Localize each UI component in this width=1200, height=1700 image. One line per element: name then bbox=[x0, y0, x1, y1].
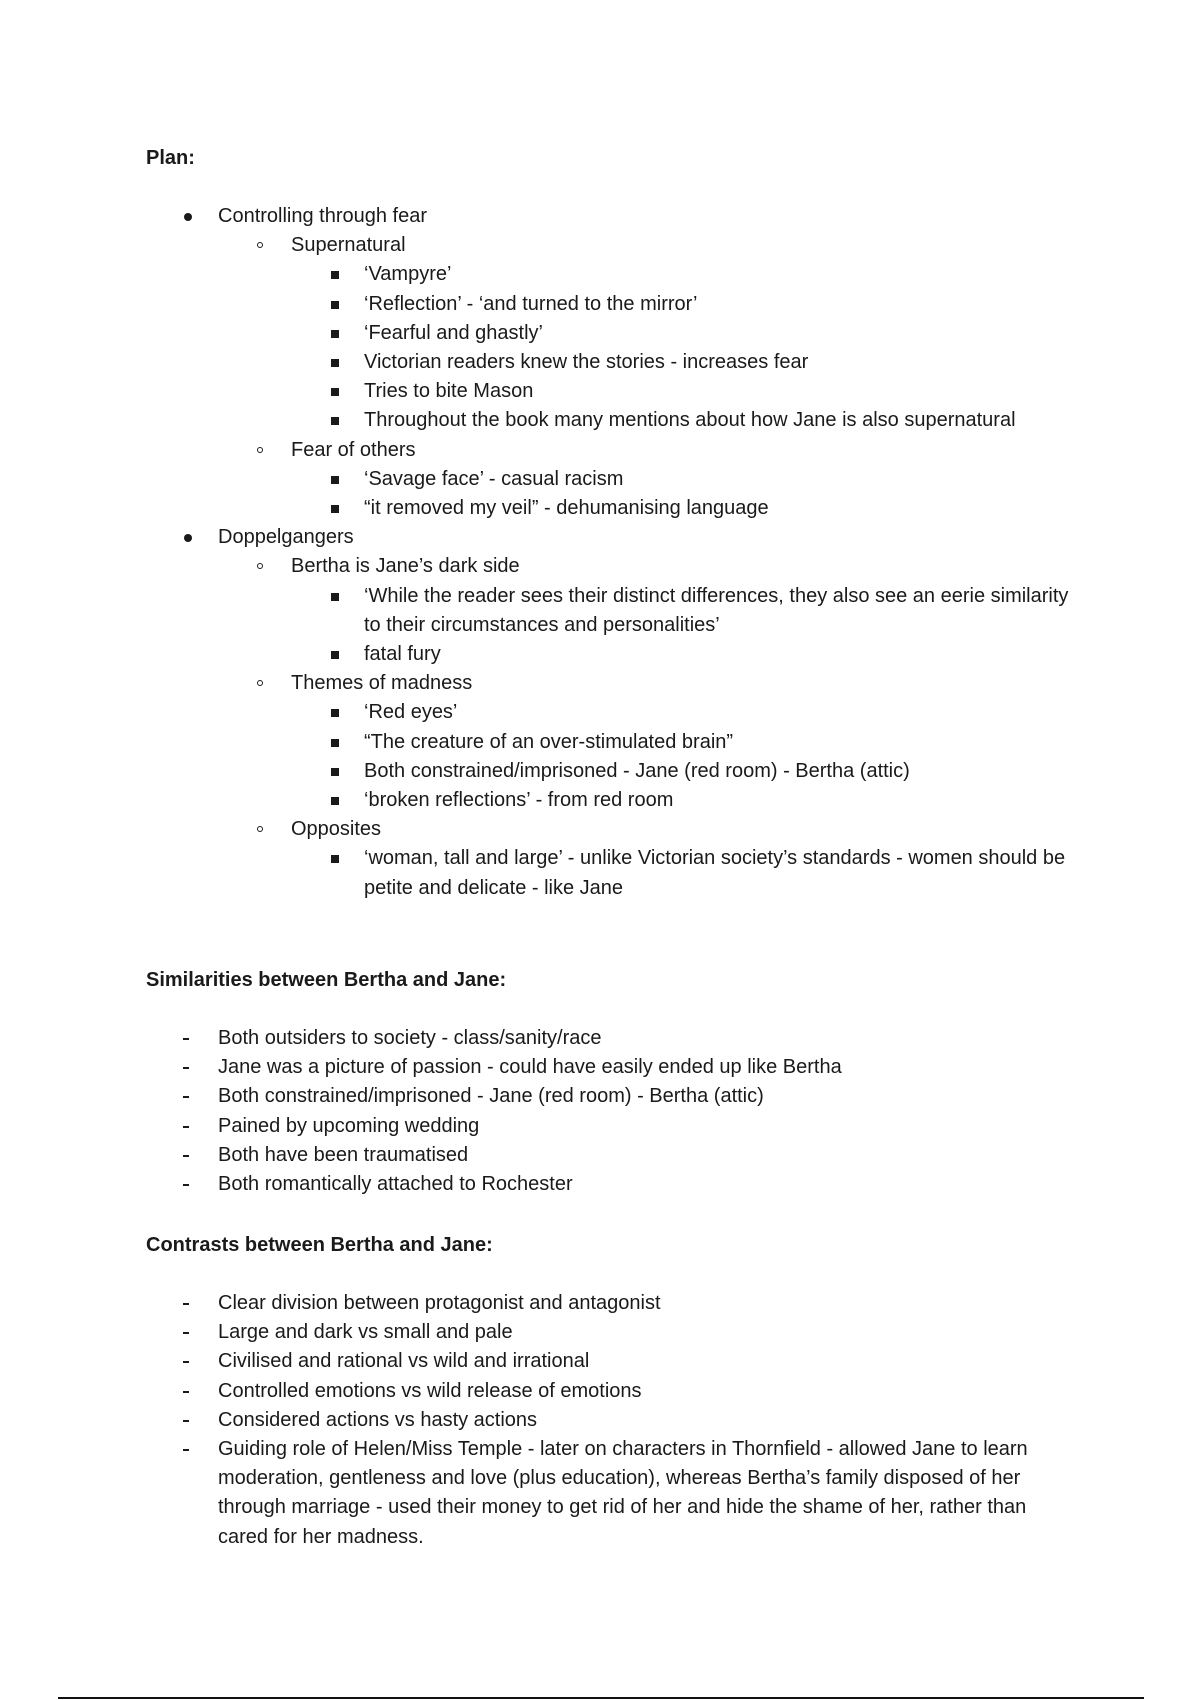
contrast-item: Clear division between protagonist and antagonist bbox=[0, 1289, 1200, 1318]
plan-point: “The creature of an over-stimulated brain” bbox=[0, 728, 1200, 757]
plan-point: Tries to bite Mason bbox=[0, 377, 1200, 406]
footer-rule bbox=[58, 1697, 1144, 1699]
bullet-square-icon bbox=[331, 855, 339, 863]
contrast-item: Considered actions vs hasty actions bbox=[0, 1406, 1200, 1435]
bullet-circle-icon bbox=[257, 563, 263, 569]
dash-bullet-icon bbox=[183, 1361, 189, 1363]
plan-item: Doppelgangers bbox=[0, 523, 1200, 552]
similarity-item: Pained by upcoming wedding bbox=[0, 1112, 1200, 1141]
plan-point: ‘Fearful and ghastly’ bbox=[0, 319, 1200, 348]
plan-subitem: Fear of others bbox=[0, 436, 1200, 465]
bullet-circle-icon bbox=[257, 447, 263, 453]
dash-bullet-icon bbox=[183, 1303, 189, 1305]
contrast-item: Guiding role of Helen/Miss Temple - later on characters in Thornfield - allowed Jane to learn moderation, gentleness and love (plus education), whereas Bertha’s family disposed of her through marriage - used their money to get rid of her and hide the shame of her, rather than cared for her madness. bbox=[0, 1435, 1200, 1552]
plan-subitem: Bertha is Jane’s dark side bbox=[0, 552, 1200, 581]
bullet-square-icon bbox=[331, 271, 339, 279]
bullet-circle-icon bbox=[257, 242, 263, 248]
dash-bullet-icon bbox=[183, 1449, 189, 1451]
plan-point: Victorian readers knew the stories - increases fear bbox=[0, 348, 1200, 377]
bullet-disc-icon bbox=[184, 213, 192, 221]
plan-point: ‘broken reflections’ - from red room bbox=[0, 786, 1200, 815]
bullet-circle-icon bbox=[257, 826, 263, 832]
plan-point: “it removed my veil” - dehumanising language bbox=[0, 494, 1200, 523]
bullet-square-icon bbox=[331, 301, 339, 309]
contrasts-list bbox=[0, 1289, 1200, 1552]
plan-subitem: Supernatural bbox=[0, 231, 1200, 260]
contrast-item: Large and dark vs small and pale bbox=[0, 1318, 1200, 1347]
bullet-square-icon bbox=[331, 768, 339, 776]
plan-subitem: Opposites bbox=[0, 815, 1200, 844]
dash-bullet-icon bbox=[183, 1420, 189, 1422]
dash-bullet-icon bbox=[183, 1096, 189, 1098]
bullet-square-icon bbox=[331, 709, 339, 717]
plan-list bbox=[0, 202, 1200, 903]
contrast-item: Controlled emotions vs wild release of emotions bbox=[0, 1377, 1200, 1406]
contrast-item: Civilised and rational vs wild and irrational bbox=[0, 1347, 1200, 1376]
bullet-square-icon bbox=[331, 330, 339, 338]
similarity-item: Both romantically attached to Rochester bbox=[0, 1170, 1200, 1199]
plan-heading: Plan: bbox=[146, 147, 195, 169]
plan-point: ‘Reflection’ - ‘and turned to the mirror’ bbox=[0, 290, 1200, 319]
dash-bullet-icon bbox=[183, 1155, 189, 1157]
plan-point: ‘While the reader sees their distinct differences, they also see an eerie similarity to their circumstances and personalities’ bbox=[0, 582, 1200, 640]
plan-item: Controlling through fear bbox=[0, 202, 1200, 231]
similarity-item: Both have been traumatised bbox=[0, 1141, 1200, 1170]
plan-point: ‘woman, tall and large’ - unlike Victorian society’s standards - women should be petite and delicate - like Jane bbox=[0, 844, 1200, 902]
similarities-list bbox=[0, 1024, 1200, 1199]
similarity-item: Both outsiders to society - class/sanity/race bbox=[0, 1024, 1200, 1053]
plan-point: Throughout the book many mentions about how Jane is also supernatural bbox=[0, 406, 1200, 435]
dash-bullet-icon bbox=[183, 1038, 189, 1040]
plan-subitem: Themes of madness bbox=[0, 669, 1200, 698]
dash-bullet-icon bbox=[183, 1332, 189, 1334]
dash-bullet-icon bbox=[183, 1067, 189, 1069]
plan-point: ‘Red eyes’ bbox=[0, 698, 1200, 727]
bullet-square-icon bbox=[331, 388, 339, 396]
bullet-square-icon bbox=[331, 651, 339, 659]
bullet-disc-icon bbox=[184, 534, 192, 542]
plan-point: ‘Savage face’ - casual racism bbox=[0, 465, 1200, 494]
similarity-item: Both constrained/imprisoned - Jane (red room) - Bertha (attic) bbox=[0, 1082, 1200, 1111]
bullet-square-icon bbox=[331, 593, 339, 601]
bullet-square-icon bbox=[331, 739, 339, 747]
similarity-item: Jane was a picture of passion - could have easily ended up like Bertha bbox=[0, 1053, 1200, 1082]
bullet-square-icon bbox=[331, 476, 339, 484]
bullet-square-icon bbox=[331, 505, 339, 513]
dash-bullet-icon bbox=[183, 1184, 189, 1186]
contrasts-heading: Contrasts between Bertha and Jane: bbox=[146, 1234, 493, 1256]
plan-point: ‘Vampyre’ bbox=[0, 260, 1200, 289]
bullet-square-icon bbox=[331, 417, 339, 425]
plan-point: fatal fury bbox=[0, 640, 1200, 669]
dash-bullet-icon bbox=[183, 1391, 189, 1393]
bullet-circle-icon bbox=[257, 680, 263, 686]
dash-bullet-icon bbox=[183, 1126, 189, 1128]
similarities-heading: Similarities between Bertha and Jane: bbox=[146, 969, 507, 991]
plan-point: Both constrained/imprisoned - Jane (red room) - Bertha (attic) bbox=[0, 757, 1200, 786]
bullet-square-icon bbox=[331, 797, 339, 805]
bullet-square-icon bbox=[331, 359, 339, 367]
